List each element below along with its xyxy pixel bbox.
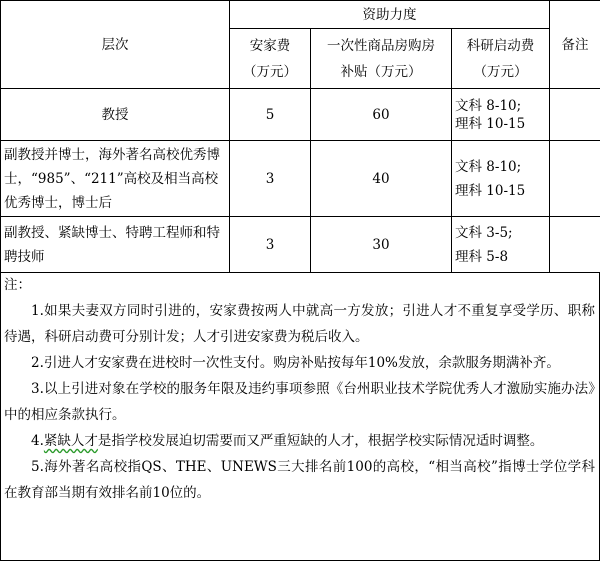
table-row (1, 217, 600, 273)
header-research-line1: 科研启动费 (466, 37, 535, 54)
header-remark: 备注 (550, 1, 600, 89)
row-settle: 3 (230, 217, 311, 273)
header-settle-fee (230, 29, 311, 89)
note-item-4-keyword: 紧缺人才 (43, 433, 98, 449)
note-item-4 (4, 428, 595, 454)
note-item-5: 5.海外著名高校指QS、THE、UNEWS三大排名前100的高校，“相当高校”指博士学位学科在教育部当期有效排名前10位的。 (4, 459, 595, 501)
row-level: 副教授、紧缺博士、特聘工程师和特聘技师 (1, 217, 230, 273)
table-row (1, 89, 600, 141)
table-row (1, 141, 600, 217)
notes-title: 注： (4, 277, 31, 293)
row-settle: 3 (230, 141, 311, 217)
row-house: 30 (311, 217, 452, 273)
notes-section (0, 272, 600, 561)
row-research-arts: 文科 8-10; (455, 158, 522, 175)
row-research-arts: 文科 8-10; (455, 97, 522, 114)
row-remark (550, 89, 600, 141)
row-house: 40 (311, 141, 452, 217)
note-item-3: 3.以上引进对象在学校的服务年限及违约事项参照《台州职业技术学院优秀人才激励实施办法》中的相应条款执行。 (4, 381, 595, 423)
row-research (452, 141, 550, 217)
row-house: 60 (311, 89, 452, 141)
header-settle-fee-line1: 安家费 (249, 37, 291, 54)
row-research-science: 理科 10-15 (455, 115, 526, 132)
note-item-4-number: 4. (31, 433, 44, 449)
funding-table (0, 0, 600, 273)
note-item-4-text: 是指学校发展迫切需要而又严重短缺的人才，根据学校实际情况适时调整。 (97, 433, 544, 449)
header-research-line2: （万元） (473, 63, 528, 80)
row-research-science: 理科 5-8 (455, 248, 509, 265)
header-house-line1: 一次性商品房购房 (327, 37, 435, 54)
header-settle-fee-line2: （万元） (243, 63, 297, 80)
header-research-fee (452, 29, 550, 89)
row-research (452, 217, 550, 273)
header-level: 层次 (1, 1, 230, 89)
header-house-subsidy (311, 29, 452, 89)
note-item-1: 1.如果夫妻双方同时引进的，安家费按两人中就高一方发放；引进人才不重复享受学历、职称待遇，科研启动费可分别计发；人才引进安家费为税后收入。 (4, 303, 595, 345)
row-remark (550, 217, 600, 273)
note-item-2: 2.引进人才安家费在进校时一次性支付。购房补贴按每年10%发放，余款服务期满补齐。 (31, 355, 560, 371)
row-level: 教授 (1, 89, 230, 141)
row-level: 副教授并博士，海外著名高校优秀博士，“985”、“211”高校及相当高校优秀博士，博士后 (1, 141, 230, 217)
row-research-science: 理科 10-15 (455, 182, 526, 199)
header-funding: 资助力度 (230, 1, 550, 29)
row-settle: 5 (230, 89, 311, 141)
row-remark (550, 141, 600, 217)
header-house-line2: 补贴（万元） (340, 63, 422, 80)
row-research (452, 89, 550, 141)
row-research-arts: 文科 3-5; (455, 224, 513, 241)
